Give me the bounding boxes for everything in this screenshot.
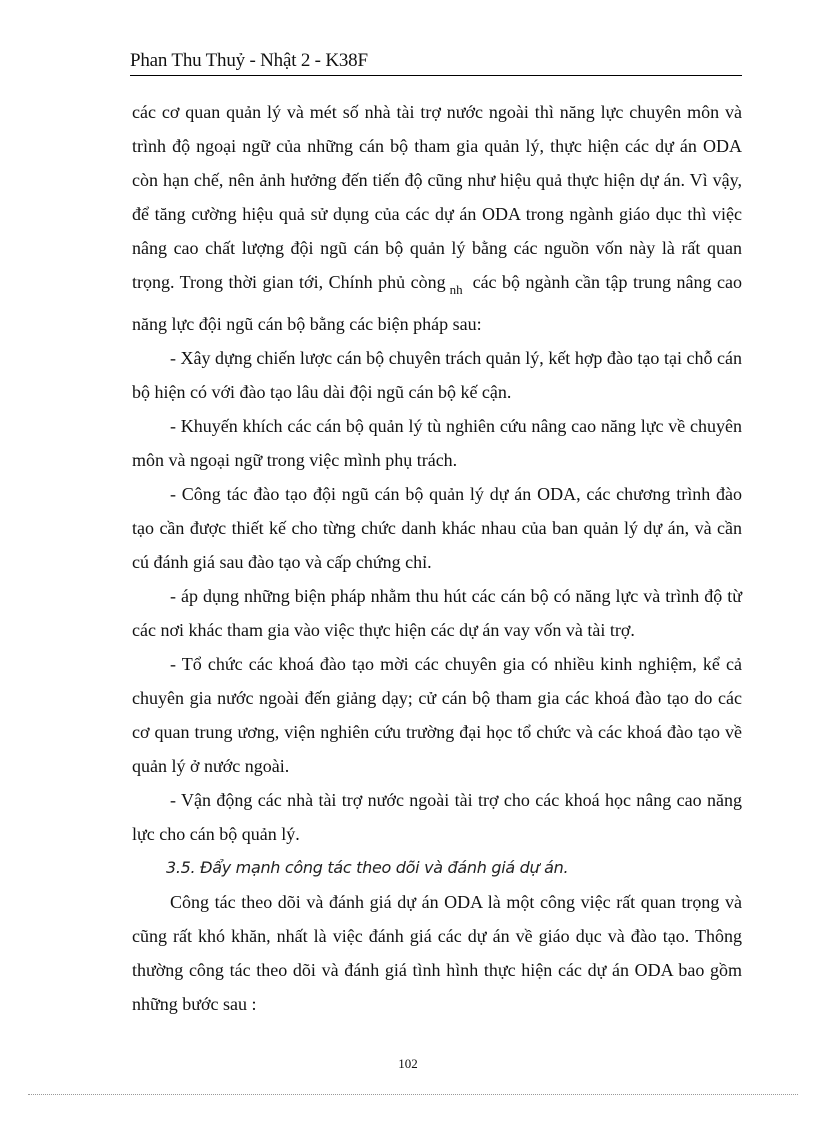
paragraph-intro-text-a: các cơ quan quản lý và mét số nhà tài trợ nước ngoài thì năng lực chuyên môn và trình độ ngoại ngữ của những cán bộ tham gia quản lý, thực hiện các dự án ODA còn hạn chế, nên ảnh hưởng đến tiến độ cũng như hiệu quả thực hiện dự án. Vì vậy, để tăng cường hiệu quả sử dụng của các dự án ODA trong ngành giáo dục thì việc nâng cao chất lượng đội ngũ cán bộ quản lý bằng các nguồn vốn này là rất quan trọng. Trong thời gian tới, Chính phủ còng [132, 102, 742, 292]
paragraph-monitoring: Công tác theo dõi và đánh giá dự án ODA là một công việc rất quan trọng và cũng rất khó khăn, nhất là việc đánh giá các dự án về giáo dục và đào tạo. Thông thường công tác theo dõi và đánh giá tình hình thực hiện các dự án ODA bao gồm những bước sau : [132, 892, 742, 1014]
list-item-self-study: - Khuyến khích các cán bộ quản lý tù nghiên cứu nâng cao năng lực về chuyên môn và ngoại ngữ trong việc mình phụ trách. [132, 416, 742, 470]
page-header: Phan Thu Thuỷ - Nhật 2 - K38F [130, 50, 368, 71]
document-body [132, 95, 742, 1021]
list-item-training: - Công tác đào tạo đội ngũ cán bộ quản lý dự án ODA, các chương trình đào tạo cần được thiết kế cho từng chức danh khác nhau của ban quản lý dự án, và cần cú đánh giá sau đào tạo và cấp chứng chỉ. [132, 484, 742, 572]
header-rule [130, 75, 742, 76]
list-item-donor-funding: - Vận động các nhà tài trợ nước ngoài tài trợ cho các khoá học nâng cao năng lực cho cán bộ quản lý. [132, 790, 742, 844]
paragraph-intro [132, 95, 742, 341]
list-item-strategy: - Xây dựng chiến lược cán bộ chuyên trách quản lý, kết hợp đào tạo tại chỗ cán bộ hiện có với đào tạo lâu dài đội ngũ cán bộ kế cận. [132, 348, 742, 402]
paragraph-intro-subscript: nh [449, 282, 463, 297]
section-heading: 3.5. Đẩy mạnh công tác theo dõi và đánh giá dự án. [166, 858, 569, 877]
page-number: 102 [398, 1056, 418, 1071]
paragraph-intro-text-b: các bộ ngành cần tập trung nâng cao năng lực đội ngũ cán bộ bằng các biện pháp sau: [132, 272, 742, 334]
list-item-recruitment: - áp dụng những biện pháp nhằm thu hút các cán bộ có năng lực và trình độ từ các nơi khác tham gia vào việc thực hiện các dự án vay vốn và tài trợ. [132, 586, 742, 640]
list-item-courses: - Tổ chức các khoá đào tạo mời các chuyên gia có nhiều kinh nghiệm, kể cả chuyên gia nước ngoài đến giảng dạy; cử cán bộ tham gia các khoá đào tạo do các cơ quan trung ương, viện nghiên cứu trường đại học tổ chức và các khoá đào tạo về quản lý ở nước ngoài. [132, 654, 742, 776]
footer-dotted-rule [28, 1094, 798, 1095]
